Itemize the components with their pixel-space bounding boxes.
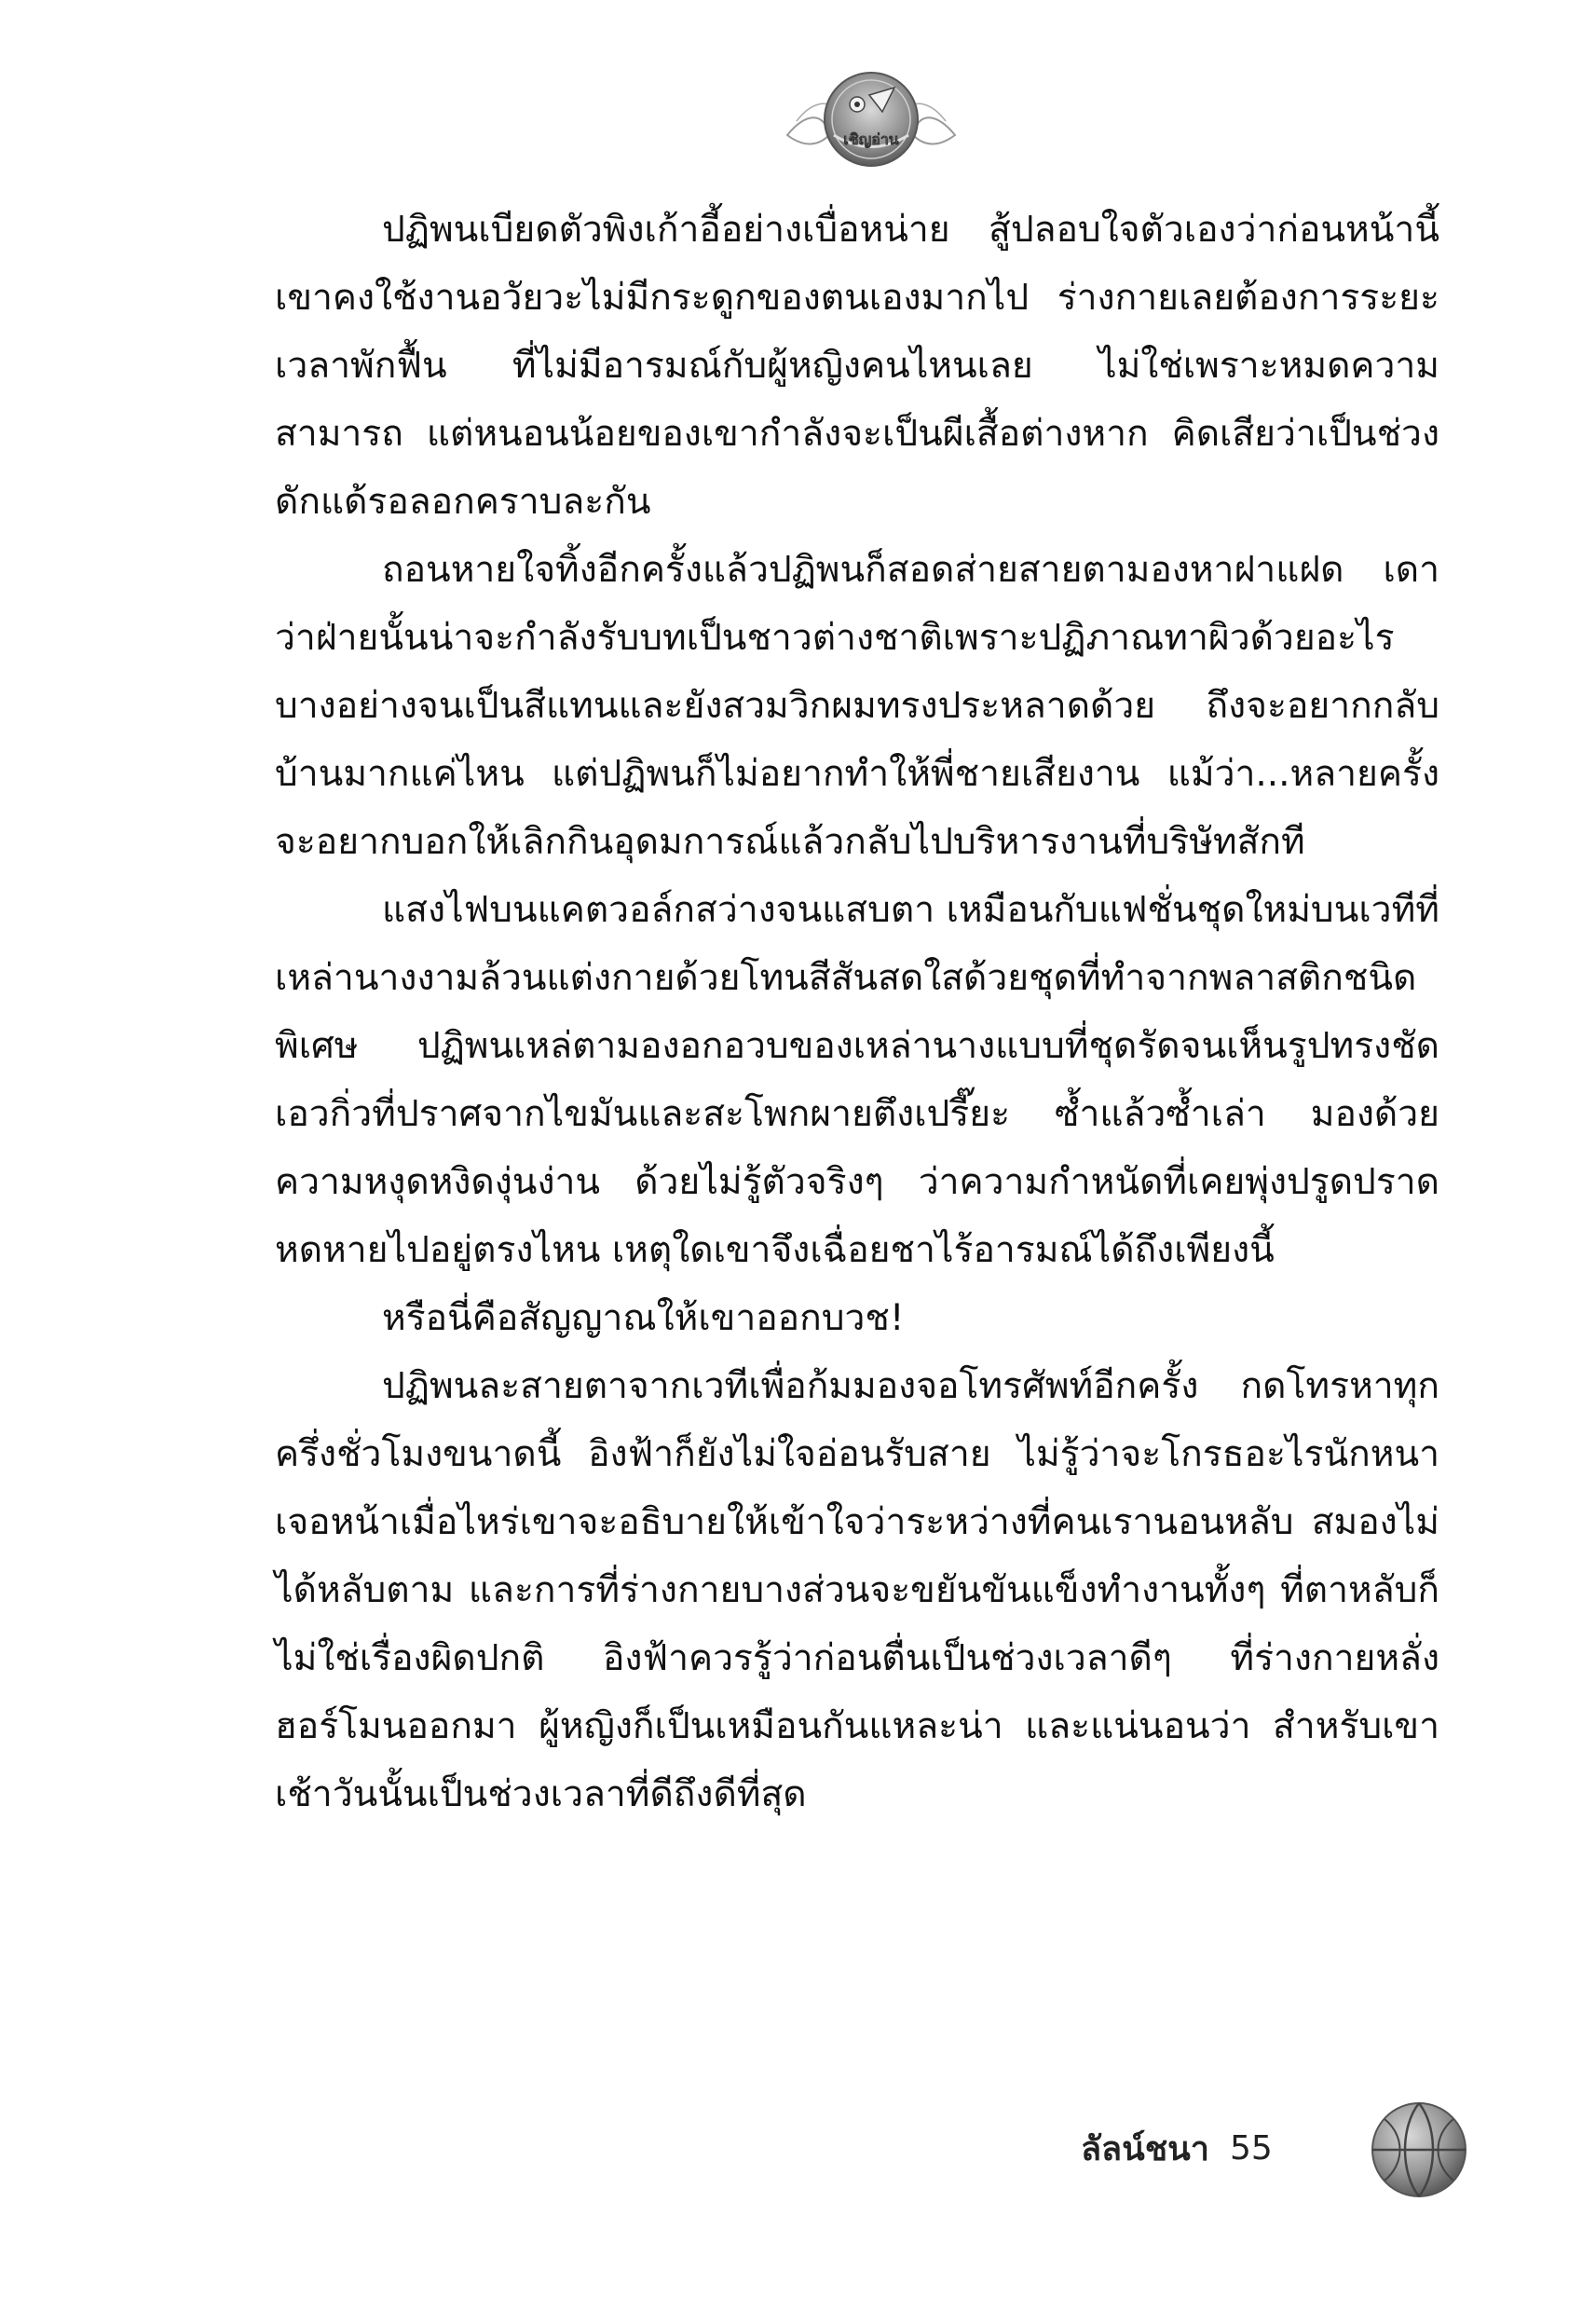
paragraph: แสงไฟบนแคตวอล์กสว่างจนแสบตา เหมือนกับแฟชั่นชุดใหม่บนเวทีที่เหล่านางงามล้วนแต่งกายด้วยโทนสีสันสดใสด้วยชุดที่ทำจากพลาสติกชนิดพิเศษ ปฏิพนเหล่ตามองอกอวบของเหล่านางแบบที่ชุดรัดจนเห็นรูปทรงชัด เอวกิ่วที่ปราศจากไขมันและสะโพกผายตึงเปรี๊ยะ ซ้ำแล้วซ้ำเล่า มองด้วยความหงุดหงิดงุ่นง่าน ด้วยไม่รู้ตัวจริงๆ ว่าความกำหนัดที่เคยพุ่งปรูดปราดหดหายไปอยู่ตรงไหน เหตุใดเขาจึงเฉื่อยชาไร้อารมณ์ได้ถึงเพียงนี้ bbox=[275, 889, 1439, 1271]
paragraph: ถอนหายใจทิ้งอีกครั้งแล้วปฏิพนก็สอดส่ายสายตามองหาฝาแฝด เดาว่าฝ่ายนั้นน่าจะกำลังรับบทเป็นชาวต่างชาติเพราะปฏิภาณทาผิวด้วยอะไรบางอย่างจนเป็นสีแทนและยังสวมวิกผมทรงประหลาดด้วย ถึงจะอยากกลับบ้านมากแค่ไหน แต่ปฏิพนก็ไม่อยากทำให้พี่ชายเสียงาน แม้ว่า...หลายครั้งจะอยากบอกให้เลิกกินอุดมการณ์แล้วกลับไปบริหารงานที่บริษัทสักที bbox=[275, 549, 1439, 863]
paragraph: ปฏิพนละสายตาจากเวทีเพื่อก้มมองจอโทรศัพท์อีกครั้ง กดโทรหาทุกครึ่งชั่วโมงขนาดนี้ อิงฟ้าก็ยังไม่ใจอ่อนรับสาย ไม่รู้ว่าจะโกรธอะไรนักหนา เจอหน้าเมื่อไหร่เขาจะอธิบายให้เข้าใจว่าระหว่างที่คนเรานอนหลับ สมองไม่ได้หลับตาม และการที่ร่างกายบางส่วนจะขยันขันแข็งทำงานทั้งๆ ที่ตาหลับก็ไม่ใช่เรื่องผิดปกติ อิงฟ้าควรรู้ว่าก่อนตื่นเป็นช่วงเวลาดีๆ ที่ร่างกายหลั่งฮอร์โมนออกมา ผู้หญิงก็เป็นเหมือนกันแหละน่า และแน่นอนว่า สำหรับเขา เช้าวันนั้นเป็นช่วงเวลาที่ดีถึงดีที่สุด bbox=[275, 1365, 1439, 1815]
paragraph: หรือนี่คือสัญญาณให้เขาออกบวช! bbox=[382, 1297, 905, 1339]
ornamental-crest-icon bbox=[778, 47, 964, 186]
basketball-icon bbox=[1368, 2099, 1470, 2201]
body-text bbox=[275, 196, 1439, 1828]
page-number: 55 bbox=[1230, 2128, 1273, 2167]
book-title: ลัลน์ชนา bbox=[1081, 2129, 1209, 2168]
page-footer bbox=[1081, 2115, 1273, 2181]
emblem-text: เชิญอ่าน bbox=[843, 130, 899, 148]
paragraph: ปฏิพนเบียดตัวพิงเก้าอี้อย่างเบื่อหน่าย สู้ปลอบใจตัวเองว่าก่อนหน้านี้เขาคงใช้งานอวัยวะไม่มีกระดูกของตนเองมากไป ร่างกายเลยต้องการระยะเวลาพักฟื้น ที่ไม่มีอารมณ์กับผู้หญิงคนไหนเลย ไม่ใช่เพราะหมดความสามารถ แต่หนอนน้อยของเขากำลังจะเป็นผีเสื้อต่างหาก คิดเสียว่าเป็นช่วงดักแด้รอลอกคราบละกัน bbox=[275, 209, 1439, 523]
